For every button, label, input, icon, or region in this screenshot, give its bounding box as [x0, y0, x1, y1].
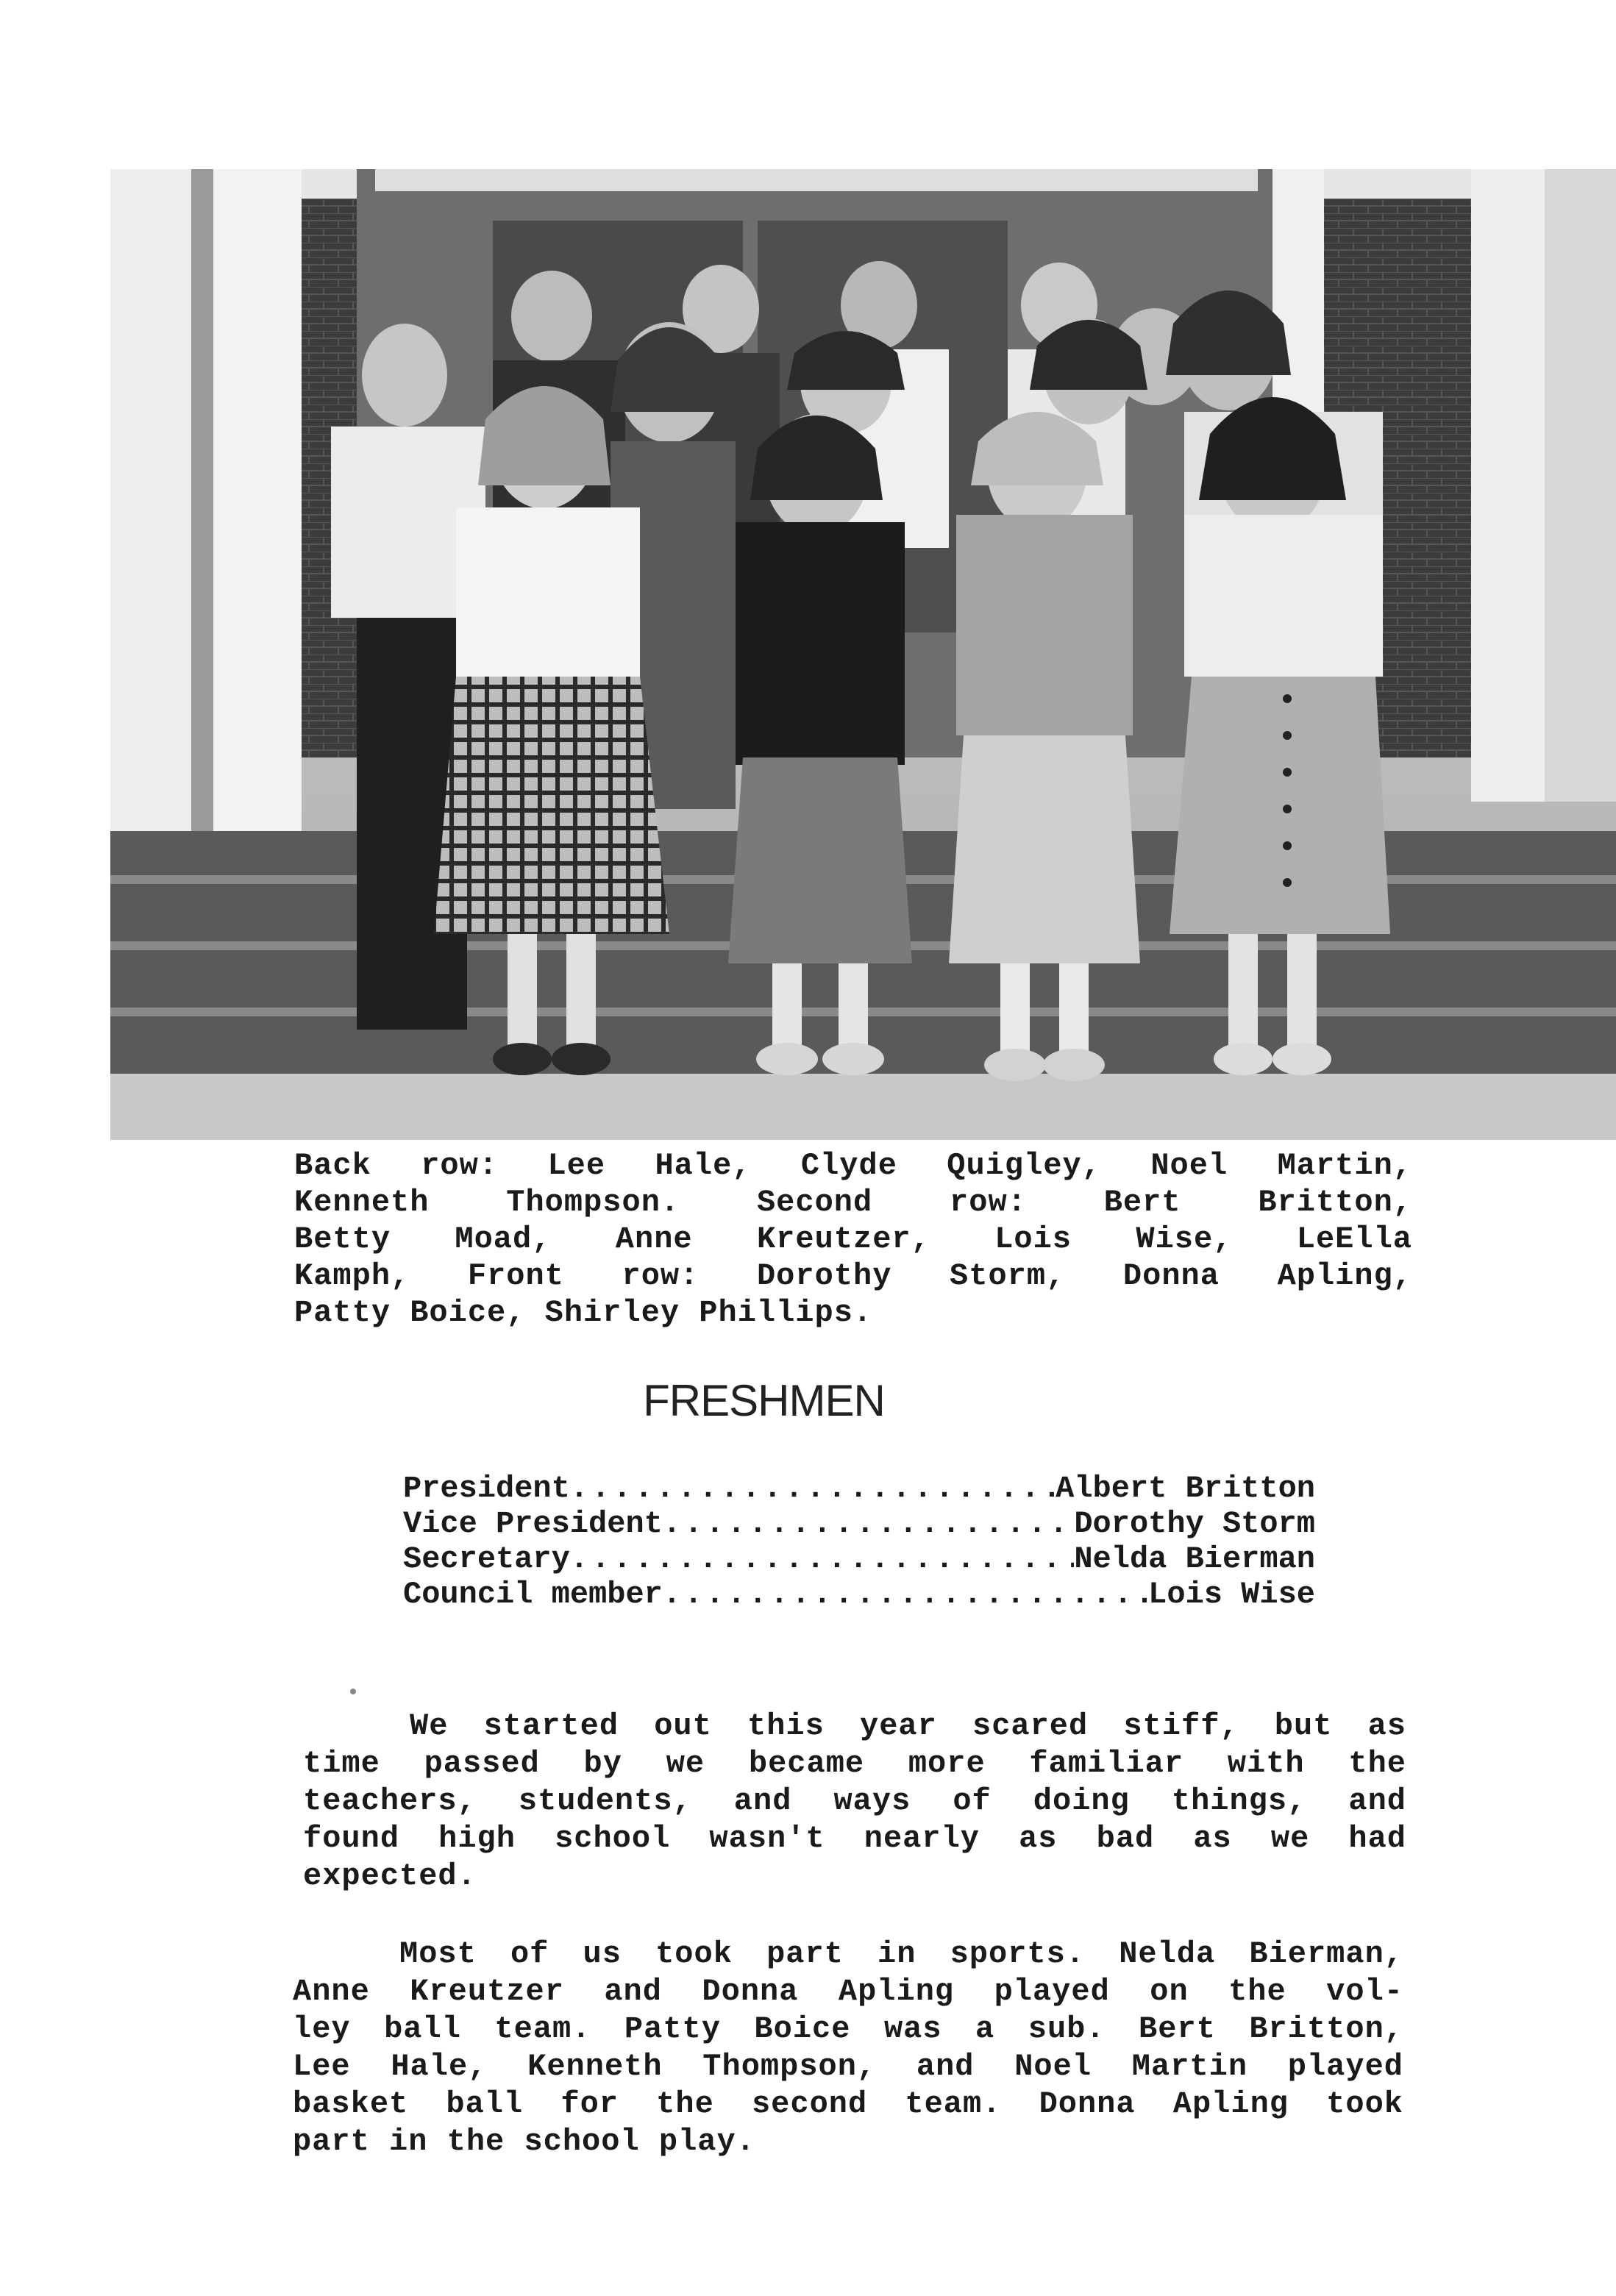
section-heading [0, 1375, 1616, 1426]
paragraph-sports [293, 1936, 1403, 2161]
officers-list [403, 1471, 1315, 1612]
paragraph-line: teachers, students, and ways of doing things, and [303, 1783, 1406, 1819]
paragraph-line: We started out this year scared stiff, but as [410, 1708, 1406, 1744]
paragraph-line: Lee Hale, Kenneth Thompson, and Noel Martin played [293, 2049, 1403, 2084]
officer-name: Lois Wise [1148, 1577, 1315, 1612]
dot-leader [663, 1506, 1074, 1541]
dot-leader [570, 1471, 1056, 1506]
officer-name: Nelda Bierman [1074, 1541, 1315, 1577]
officer-row [403, 1471, 1315, 1506]
dot-leader [570, 1541, 1075, 1577]
paragraph-line: found high school wasn't nearly as bad as we had [303, 1821, 1406, 1856]
paragraph-line: time passed by we became more familiar with the [303, 1746, 1406, 1781]
officer-row [403, 1506, 1315, 1541]
paragraph-line: expected. [303, 1858, 477, 1894]
paragraph-line: basket ball for the second team. Donna Apling took [293, 2086, 1403, 2122]
officer-row [403, 1577, 1315, 1612]
photo-caption [294, 1147, 1412, 1331]
class-group-photo [110, 169, 1616, 1140]
ink-speck [350, 1689, 356, 1694]
group-photo-illustration [110, 169, 1616, 1140]
officer-role: President [403, 1471, 570, 1506]
caption-line: Back row: Lee Hale, Clyde Quigley, Noel Martin, [294, 1148, 1412, 1183]
officer-role: Vice President [403, 1506, 663, 1541]
dot-leader [663, 1577, 1148, 1612]
caption-line: Patty Boice, Shirley Phillips. [294, 1295, 873, 1330]
paragraph-line: Anne Kreutzer and Donna Apling played on the vol- [293, 1974, 1403, 2009]
caption-line: Kenneth Thompson. Second row: Bert Britton, [294, 1185, 1412, 1220]
officer-name: Albert Britton [1056, 1471, 1315, 1506]
paragraph-intro [303, 1708, 1406, 1895]
officer-row [403, 1541, 1315, 1577]
caption-line: Betty Moad, Anne Kreutzer, Lois Wise, LeElla [294, 1222, 1412, 1257]
paragraph-line: Most of us took part in sports. Nelda Bierman, [399, 1936, 1403, 1972]
paragraph-line: ley ball team. Patty Boice was a sub. Bert Britton, [293, 2011, 1403, 2047]
officer-role: Secretary [403, 1541, 570, 1577]
officer-role: Council member [403, 1577, 663, 1612]
paragraph-line: part in the school play. [293, 2124, 755, 2159]
caption-line: Kamph, Front row: Dorothy Storm, Donna Apling, [294, 1258, 1412, 1294]
officer-name: Dorothy Storm [1074, 1506, 1315, 1541]
section-heading-text: FRESHMEN [643, 1376, 885, 1425]
